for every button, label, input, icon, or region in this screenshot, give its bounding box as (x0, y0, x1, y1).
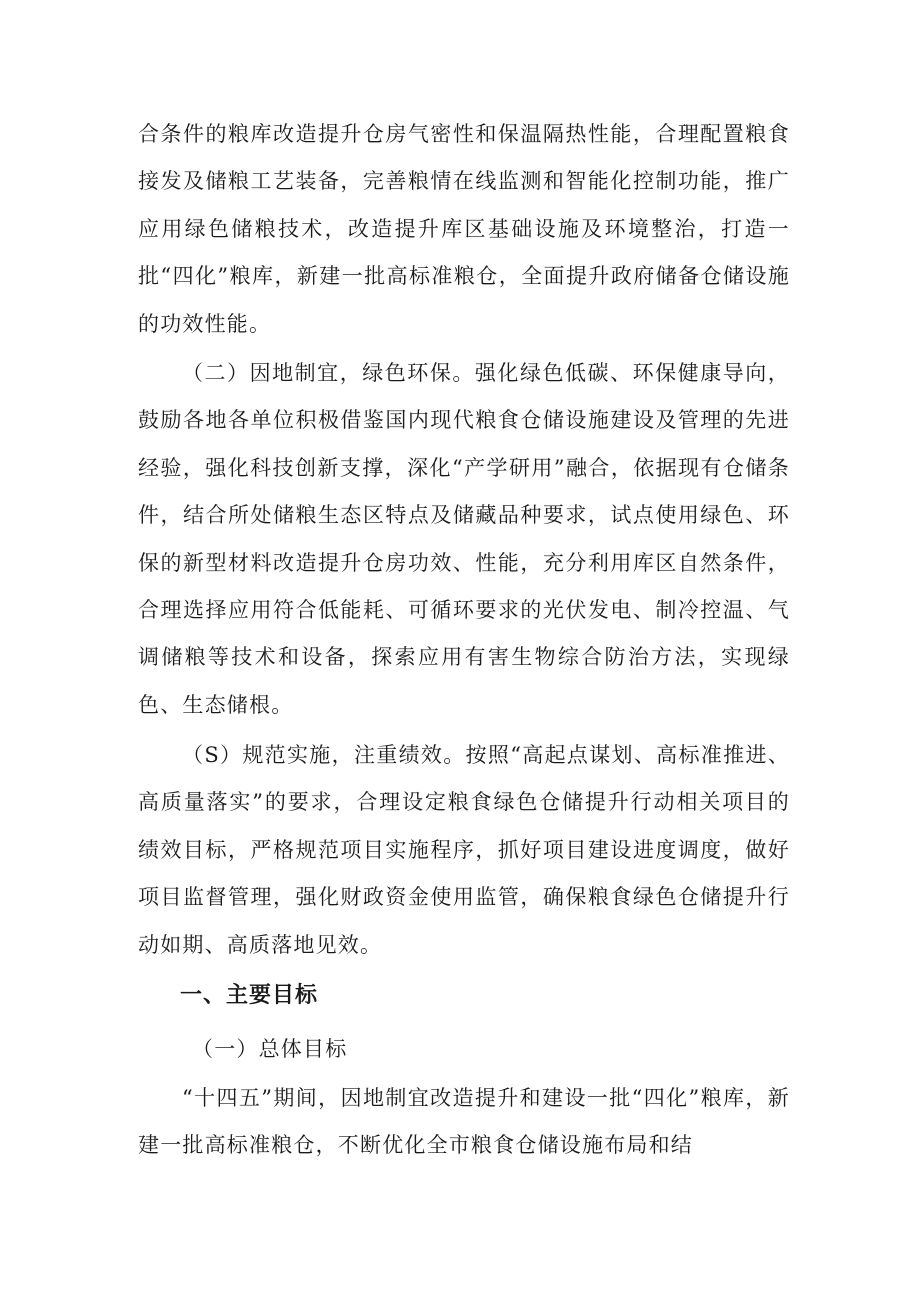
paragraph-intro-continuation: 合条件的粮库改造提升仓房气密性和保温隔热性能，合理配置粮食接发及储粮工艺装备，完善粮情在线监测和智能化控制功能，推广应用绿色储粮技术，改造提升库区基础设施及环境整治，打造一批“四化”粮库，新建一批高标准粮仓，全面提升政府储备仓储设施的功效性能。 (138, 122, 790, 336)
paragraph-principle-green: （二）因地制宜，绿色环保。强化绿色低碳、环保健康导向，鼓励各地各单位积极借鉴国内现代粮食仓储设施建设及管理的先进经验，强化科技创新支撑，深化“产学研用”融合，依据现有仓储条件，结合所处储粮生态区特点及储藏品种要求，试点使用绿色、环保的新型材料改造提升仓房功效、性能，充分利用库区自然条件，合理选择应用符合低能耗、可循环要求的光伏发电、制冷控温、气调储粮等技术和设备，探索应用有害生物综合防治方法，实现绿色、生态储根。 (138, 361, 790, 717)
subsection-heading-overall-goal: （一）总体目标 (192, 1037, 348, 1061)
paragraph-overall-goal: “十四五”期间，因地制宜改造提升和建设一批“四化”粮库，新建一批高标准粮仓，不断优化全市粮食仓储设施布局和结 (138, 1086, 790, 1158)
paragraph-principle-standard: （S）规范实施，注重绩效。按照“高起点谋划、高标准推进、高质量落实”的要求，合理设定粮食绿色仓储提升行动相关项目的绩效目标，严格规范项目实施程序，抓好项目建设进度调度，做好项目监督管理，强化财政资金使用监管，确保粮食绿色仓储提升行动如期、高质落地见效。 (138, 743, 790, 957)
section-heading-main-goals: 一、主要目标 (180, 983, 319, 1008)
